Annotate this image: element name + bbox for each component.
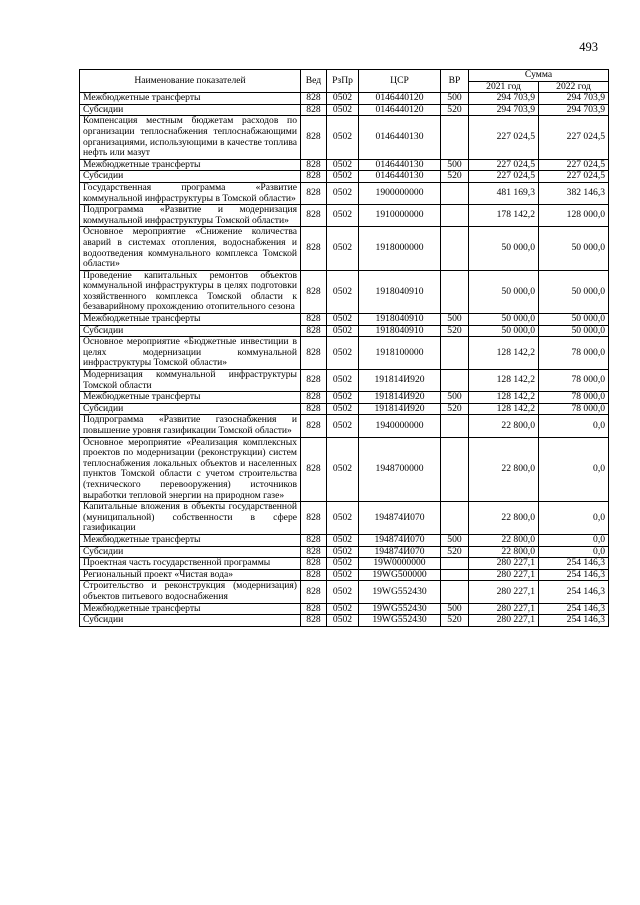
cell-ved: 828: [301, 227, 327, 270]
table-row: [80, 546, 609, 558]
cell-csr: 194874И070: [359, 546, 441, 558]
cell-vr: 520: [441, 403, 469, 415]
cell-csr: 1900000000: [359, 182, 441, 204]
table-row: [80, 534, 609, 546]
cell-y2022: 50 000,0: [539, 227, 609, 270]
cell-y2021: 22 800,0: [469, 437, 539, 502]
cell-y2021: 22 800,0: [469, 502, 539, 535]
cell-y2022: 50 000,0: [539, 270, 609, 313]
cell-ved: 828: [301, 337, 327, 370]
cell-vr: 500: [441, 534, 469, 546]
cell-y2021: 294 703,9: [469, 93, 539, 105]
table-row: [80, 325, 609, 337]
cell-name: Субсидии: [80, 325, 301, 337]
cell-rzpr: 0502: [327, 227, 359, 270]
cell-y2021: 280 227,1: [469, 558, 539, 570]
cell-vr: [441, 227, 469, 270]
cell-y2021: 128 142,2: [469, 403, 539, 415]
cell-y2021: 50 000,0: [469, 270, 539, 313]
cell-rzpr: 0502: [327, 615, 359, 627]
cell-ved: 828: [301, 437, 327, 502]
cell-name: Проведение капитальных ремонтов объектов коммунальной инфраструктуры в целях подготовки хозяйственного комплекса Томской области к безаварийному прохождению отопительного сезона: [80, 270, 301, 313]
cell-rzpr: 0502: [327, 116, 359, 159]
cell-csr: 19WG552430: [359, 603, 441, 615]
cell-csr: 19W0000000: [359, 558, 441, 570]
cell-rzpr: 0502: [327, 403, 359, 415]
header-sum: Сумма: [469, 70, 609, 82]
cell-y2022: 78 000,0: [539, 370, 609, 392]
cell-ved: 828: [301, 581, 327, 603]
cell-y2021: 50 000,0: [469, 227, 539, 270]
cell-ved: 828: [301, 415, 327, 437]
cell-y2022: 254 146,3: [539, 581, 609, 603]
cell-y2022: 78 000,0: [539, 392, 609, 404]
cell-rzpr: 0502: [327, 558, 359, 570]
cell-rzpr: 0502: [327, 270, 359, 313]
cell-vr: [441, 437, 469, 502]
cell-y2021: 280 227,1: [469, 615, 539, 627]
table-row: [80, 403, 609, 415]
cell-ved: 828: [301, 546, 327, 558]
cell-y2022: 382 146,3: [539, 182, 609, 204]
cell-csr: 19WG552430: [359, 615, 441, 627]
cell-ved: 828: [301, 182, 327, 204]
cell-y2021: 178 142,2: [469, 205, 539, 227]
cell-csr: 19WG552430: [359, 581, 441, 603]
cell-csr: 1940000000: [359, 415, 441, 437]
cell-rzpr: 0502: [327, 502, 359, 535]
cell-vr: 520: [441, 546, 469, 558]
cell-name: Основное мероприятие «Реализация комплексных проектов по модернизации (реконструкции) систем теплоснабжения локальных объектов и населенных пунктов Томской области с учетом строительства (технического перевооружения) источников выработки тепловой энергии на природном газе»: [80, 437, 301, 502]
cell-y2021: 280 227,1: [469, 603, 539, 615]
cell-y2022: 0,0: [539, 502, 609, 535]
cell-ved: 828: [301, 159, 327, 171]
cell-name: Капитальные вложения в объекты государственной (муниципальной) собственности в сфере газификации: [80, 502, 301, 535]
cell-y2022: 227 024,5: [539, 116, 609, 159]
header-csr: ЦСР: [359, 70, 441, 93]
cell-ved: 828: [301, 569, 327, 581]
cell-y2022: 294 703,9: [539, 93, 609, 105]
table-row: [80, 502, 609, 535]
cell-ved: 828: [301, 502, 327, 535]
header-ved: Вед: [301, 70, 327, 93]
cell-y2022: 78 000,0: [539, 337, 609, 370]
table-row: [80, 93, 609, 105]
cell-y2021: 227 024,5: [469, 159, 539, 171]
cell-rzpr: 0502: [327, 569, 359, 581]
cell-y2022: 227 024,5: [539, 159, 609, 171]
table-row: [80, 314, 609, 326]
cell-name: Компенсация местным бюджетам расходов по организации теплоснабжения теплоснабжающими организациями, использующими в качестве топлива нефть или мазут: [80, 116, 301, 159]
cell-vr: [441, 502, 469, 535]
header-name: Наименование показателей: [80, 70, 301, 93]
cell-y2021: 280 227,1: [469, 581, 539, 603]
cell-csr: 19WG500000: [359, 569, 441, 581]
cell-ved: 828: [301, 93, 327, 105]
cell-y2022: 78 000,0: [539, 403, 609, 415]
cell-ved: 828: [301, 205, 327, 227]
cell-ved: 828: [301, 171, 327, 183]
table-row: [80, 370, 609, 392]
cell-vr: 500: [441, 93, 469, 105]
cell-csr: 1948700000: [359, 437, 441, 502]
cell-ved: 828: [301, 370, 327, 392]
cell-vr: 500: [441, 392, 469, 404]
cell-csr: 1918100000: [359, 337, 441, 370]
cell-name: Государственная программа «Развитие коммунальной инфраструктуры в Томской области»: [80, 182, 301, 204]
cell-vr: [441, 205, 469, 227]
table-row: [80, 159, 609, 171]
cell-ved: 828: [301, 314, 327, 326]
cell-csr: 0146440120: [359, 104, 441, 116]
cell-csr: 0146440130: [359, 171, 441, 183]
cell-name: Субсидии: [80, 104, 301, 116]
cell-y2022: 0,0: [539, 546, 609, 558]
cell-y2021: 22 800,0: [469, 534, 539, 546]
table-row: [80, 558, 609, 570]
cell-y2022: 254 146,3: [539, 603, 609, 615]
cell-y2021: 280 227,1: [469, 569, 539, 581]
cell-vr: [441, 581, 469, 603]
cell-name: Основное мероприятие «Бюджетные инвестиции в целях модернизации коммунальной инфраструктуры Томской области»: [80, 337, 301, 370]
cell-vr: 520: [441, 325, 469, 337]
cell-y2022: 0,0: [539, 415, 609, 437]
cell-rzpr: 0502: [327, 534, 359, 546]
cell-name: Региональный проект «Чистая вода»: [80, 569, 301, 581]
cell-name: Подпрограмма «Развитие и модернизация коммунальной инфраструктуры Томской области»: [80, 205, 301, 227]
table-row: [80, 581, 609, 603]
cell-vr: [441, 415, 469, 437]
cell-name: Субсидии: [80, 171, 301, 183]
cell-y2021: 50 000,0: [469, 325, 539, 337]
cell-y2021: 227 024,5: [469, 171, 539, 183]
cell-vr: [441, 270, 469, 313]
cell-y2021: 22 800,0: [469, 415, 539, 437]
cell-rzpr: 0502: [327, 370, 359, 392]
cell-vr: 500: [441, 159, 469, 171]
cell-rzpr: 0502: [327, 314, 359, 326]
table-row: [80, 437, 609, 502]
cell-name: Межбюджетные трансферты: [80, 534, 301, 546]
cell-csr: 0146440130: [359, 116, 441, 159]
cell-vr: 520: [441, 615, 469, 627]
cell-csr: 0146440130: [359, 159, 441, 171]
cell-vr: [441, 182, 469, 204]
cell-y2021: 128 142,2: [469, 370, 539, 392]
cell-rzpr: 0502: [327, 337, 359, 370]
cell-vr: [441, 337, 469, 370]
cell-csr: 1918000000: [359, 227, 441, 270]
budget-table: [79, 69, 609, 627]
cell-ved: 828: [301, 558, 327, 570]
cell-ved: 828: [301, 403, 327, 415]
cell-csr: 1910000000: [359, 205, 441, 227]
table-body: [80, 93, 609, 627]
table-row: [80, 569, 609, 581]
header-rzpr: РзПр: [327, 70, 359, 93]
cell-name: Субсидии: [80, 403, 301, 415]
cell-rzpr: 0502: [327, 392, 359, 404]
cell-vr: 520: [441, 171, 469, 183]
cell-rzpr: 0502: [327, 159, 359, 171]
cell-name: Межбюджетные трансферты: [80, 603, 301, 615]
cell-rzpr: 0502: [327, 581, 359, 603]
cell-y2021: 22 800,0: [469, 546, 539, 558]
cell-y2022: 294 703,9: [539, 104, 609, 116]
cell-csr: 194874И070: [359, 502, 441, 535]
cell-vr: 500: [441, 314, 469, 326]
cell-csr: 191814И920: [359, 403, 441, 415]
cell-name: Межбюджетные трансферты: [80, 314, 301, 326]
cell-ved: 828: [301, 116, 327, 159]
cell-rzpr: 0502: [327, 171, 359, 183]
table-row: [80, 415, 609, 437]
cell-rzpr: 0502: [327, 437, 359, 502]
cell-y2021: 128 142,2: [469, 337, 539, 370]
cell-ved: 828: [301, 603, 327, 615]
cell-csr: 1918040910: [359, 270, 441, 313]
cell-rzpr: 0502: [327, 205, 359, 227]
cell-y2022: 254 146,3: [539, 558, 609, 570]
cell-rzpr: 0502: [327, 603, 359, 615]
cell-rzpr: 0502: [327, 325, 359, 337]
cell-rzpr: 0502: [327, 546, 359, 558]
table-row: [80, 104, 609, 116]
cell-ved: 828: [301, 392, 327, 404]
cell-y2021: 481 169,3: [469, 182, 539, 204]
cell-y2022: 254 146,3: [539, 615, 609, 627]
table-row: [80, 171, 609, 183]
cell-vr: 520: [441, 104, 469, 116]
cell-rzpr: 0502: [327, 93, 359, 105]
cell-y2021: 294 703,9: [469, 104, 539, 116]
table-row: [80, 615, 609, 627]
table-row: [80, 392, 609, 404]
cell-name: Основное мероприятие «Снижение количества аварий в системах отопления, водоснабжения и водоотведения коммунального комплекса Томской области»: [80, 227, 301, 270]
table-row: [80, 270, 609, 313]
cell-csr: 1918040910: [359, 314, 441, 326]
cell-ved: 828: [301, 615, 327, 627]
cell-y2022: 50 000,0: [539, 314, 609, 326]
cell-rzpr: 0502: [327, 415, 359, 437]
cell-y2021: 128 142,2: [469, 392, 539, 404]
cell-y2022: 254 146,3: [539, 569, 609, 581]
cell-name: Межбюджетные трансферты: [80, 93, 301, 105]
cell-csr: 0146440120: [359, 93, 441, 105]
cell-ved: 828: [301, 534, 327, 546]
table-row: [80, 116, 609, 159]
table-header: [80, 70, 609, 93]
cell-name: Субсидии: [80, 615, 301, 627]
cell-vr: [441, 569, 469, 581]
table-row: [80, 603, 609, 615]
table-row: [80, 182, 609, 204]
cell-vr: 500: [441, 603, 469, 615]
table-row: [80, 337, 609, 370]
cell-name: Межбюджетные трансферты: [80, 392, 301, 404]
cell-y2022: 128 000,0: [539, 205, 609, 227]
cell-rzpr: 0502: [327, 104, 359, 116]
cell-csr: 191814И920: [359, 392, 441, 404]
cell-name: Подпрограмма «Развитие газоснабжения и повышение уровня газификации Томской области»: [80, 415, 301, 437]
cell-vr: [441, 370, 469, 392]
cell-name: Межбюджетные трансферты: [80, 159, 301, 171]
cell-csr: 191814И920: [359, 370, 441, 392]
cell-y2021: 50 000,0: [469, 314, 539, 326]
cell-name: Проектная часть государственной программы: [80, 558, 301, 570]
table-row: [80, 205, 609, 227]
cell-vr: [441, 116, 469, 159]
cell-y2022: 227 024,5: [539, 171, 609, 183]
cell-y2022: 0,0: [539, 437, 609, 502]
cell-ved: 828: [301, 325, 327, 337]
cell-ved: 828: [301, 270, 327, 313]
cell-name: Строительство и реконструкция (модернизация) объектов питьевого водоснабжения: [80, 581, 301, 603]
header-vr: ВР: [441, 70, 469, 93]
cell-csr: 1918040910: [359, 325, 441, 337]
cell-name: Субсидии: [80, 546, 301, 558]
cell-y2022: 0,0: [539, 534, 609, 546]
header-2022: 2022 год: [539, 81, 609, 93]
cell-rzpr: 0502: [327, 182, 359, 204]
table-row: [80, 227, 609, 270]
cell-y2022: 50 000,0: [539, 325, 609, 337]
cell-name: Модернизация коммунальной инфраструктуры Томской области: [80, 370, 301, 392]
cell-csr: 194874И070: [359, 534, 441, 546]
header-2021: 2021 год: [469, 81, 539, 93]
cell-y2021: 227 024,5: [469, 116, 539, 159]
page-number: 493: [579, 40, 598, 54]
cell-vr: [441, 558, 469, 570]
cell-ved: 828: [301, 104, 327, 116]
